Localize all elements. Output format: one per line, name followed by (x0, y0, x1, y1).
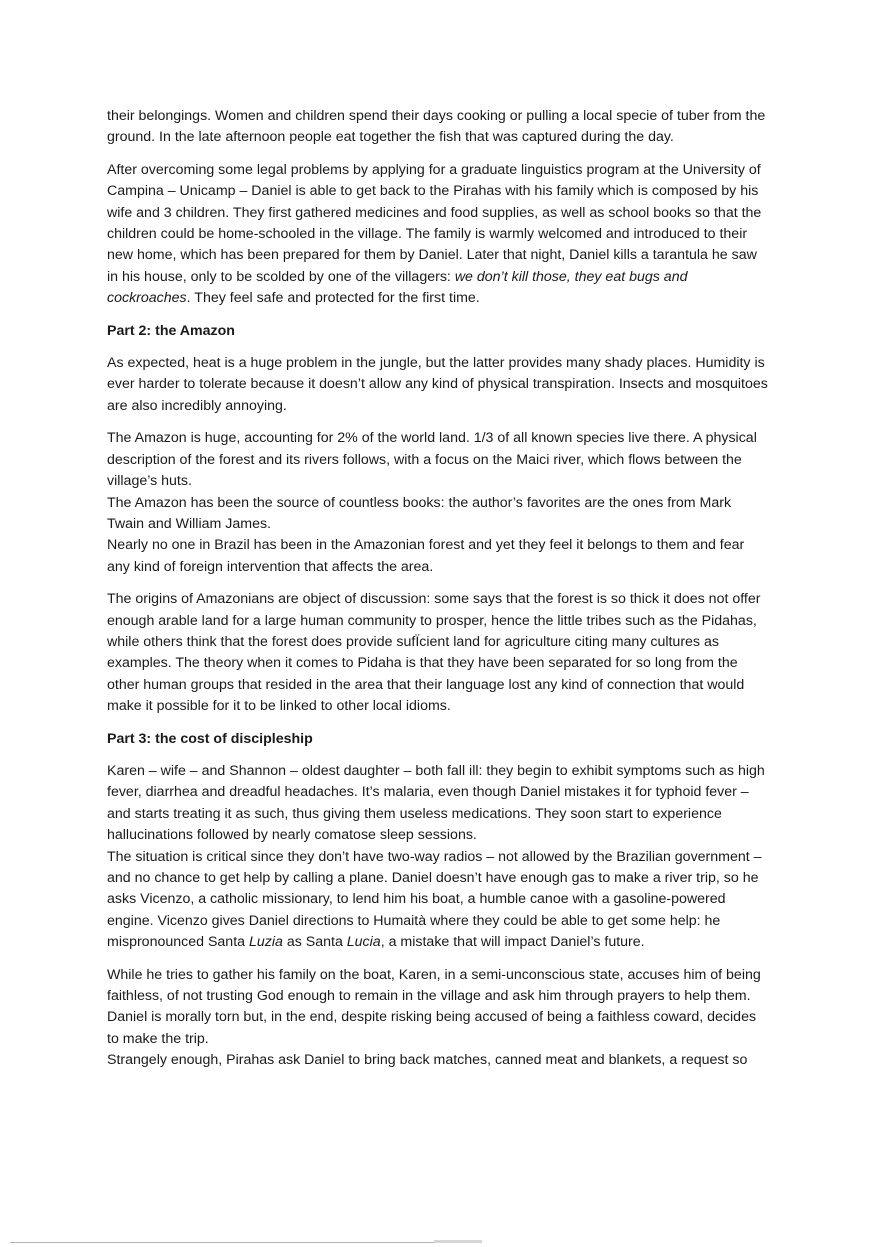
paragraph-malaria: Karen – wife – and Shannon – oldest daughter – both fall ill: they begin to exhibit symptoms such as high fever, diarrhea and dreadful headaches. It’s malaria, even though Daniel mistakes it for typhoid fever – and starts treating it as such, thus giving them useless medications. They soon start to experience hallucinations followed by nearly comatose sleep sessions. (107, 762, 765, 844)
paragraph-group-illness (107, 761, 769, 954)
document-page (107, 106, 769, 1072)
paragraph-faithless: While he tries to gather his family on the boat, Karen, in a semi-unconscious state, accuses him of being faithless, of not trusting God enough to remain in the village and ask him through prayers to help them. Daniel is morally torn but, in the end, despite risking being accused of being a faithless coward, decides to make the trip. (107, 966, 761, 1047)
paragraph-belongings: their belongings. Women and children spend their days cooking or pulling a local specie of tuber from the ground. In the late afternoon people eat together the fish that was captured during the day. (107, 108, 766, 146)
paragraph-text: . They feel safe and protected for the first time. (186, 290, 480, 307)
italic-quote: we don’t kill those, they eat bugs and cockroaches (107, 268, 688, 307)
paragraph-origins: The origins of Amazonians are object of discussion: some says that the forest is so thick it does not offer enough arable land for a large human community to prosper, hence the little tribes such as the Pidahas, while others think that the forest does provide sufÏcient land for agriculture citing many cultures as examples. The theory when it comes to Pidaha is that they have been separated for so long from the other human groups that resided in the area that their language lost any kind of connection that would make it possible for it to be linked to other local idioms. (107, 591, 761, 715)
paragraph-group-amazon (107, 428, 769, 578)
footer-divider (10, 1242, 482, 1243)
footer-mark (434, 1240, 482, 1243)
paragraph-text: as Santa (282, 934, 347, 951)
italic-luzia: Luzia (248, 934, 283, 951)
paragraph-text: , a mistake that will impact Daniel’s future. (380, 934, 645, 951)
paragraph-text: After overcoming some legal problems by applying for a graduate linguistics program at the University of Campina – Unicamp – Daniel is able to get back to the Pirahas with his family which is composed by his wife and 3 children. They first gathered medicines and food supplies, as well as school books so that the children could be home-schooled in the village. The family is warmly welcomed and introduced to their new home, which has been prepared for them by Daniel. Later that night, Daniel kills a tarantula he saw in his house, only to be scolded by one of the villagers: (107, 161, 762, 285)
paragraph-amazon-books: The Amazon has been the source of countless books: the author’s favorites are the ones from Mark Twain and William James. (107, 494, 732, 532)
paragraph-critical-situation (107, 847, 769, 954)
heading-part-2: Part 2: the Amazon (107, 322, 235, 339)
paragraph-group-trip (107, 965, 769, 1072)
paragraph-amazon-size: The Amazon is huge, accounting for 2% of the world land. 1/3 of all known species live there. A physical description of the forest and its rivers follows, with a focus on the Maici river, which flows between the village’s huts. (107, 430, 757, 490)
paragraph-text: The situation is critical since they don’t have two-way radios – not allowed by the Brazilian government – and no chance to get help by calling a plane. Daniel doesn’t have enough gas to make a river trip, so he asks Vicenzo, a catholic missionary, to lend him his boat, a humble canoe with a gasoline-powered engine. Vicenzo gives Daniel directions to Humaità where they could be able to get some help: he mispronounced Santa (107, 848, 762, 951)
paragraph-heat: As expected, heat is a huge problem in the jungle, but the latter provides many shady places. Humidity is ever harder to tolerate because it doesn’t allow any kind of physical transpiration. Insects and mosquitoes are also incredibly annoying. (107, 355, 768, 414)
paragraph-return-to-pirahas (107, 160, 769, 310)
italic-lucia: Lucia (346, 934, 381, 951)
paragraph-amazon-brazil: Nearly no one in Brazil has been in the Amazonian forest and yet they feel it belongs to them and fear any kind of foreign intervention that affects the area. (107, 537, 745, 575)
heading-part-3: Part 3: the cost of discipleship (107, 730, 313, 747)
paragraph-pirahas-request: Strangely enough, Pirahas ask Daniel to bring back matches, canned meat and blankets, a request so (107, 1052, 748, 1069)
